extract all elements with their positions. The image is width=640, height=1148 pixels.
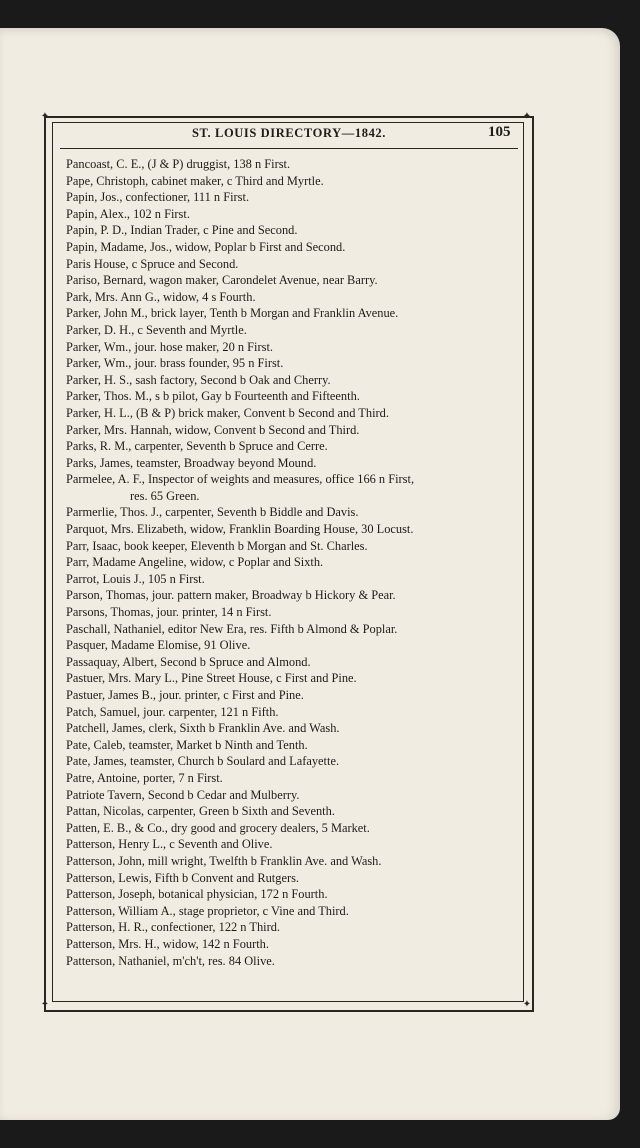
directory-entry [66, 853, 514, 870]
directory-entry [66, 720, 514, 737]
entry-text: Parrot, Louis J., 105 n First. [66, 571, 205, 586]
entry-text: Pastuer, James B., jour. printer, c First and Pine. [66, 688, 304, 702]
entry-text: Parquot, Mrs. Elizabeth, widow, Franklin Boarding House, 30 Locust. [66, 522, 414, 537]
entry-text: Patterson, Nathaniel, m'ch't, res. 84 Olive. [66, 953, 275, 968]
entry-text: Parmelee, A. F., Inspector of weights and measures, office 166 n First, [66, 472, 415, 487]
directory-entry [66, 836, 514, 853]
directory-entry [66, 753, 514, 770]
entry-text: Pattan, Nicolas, carpenter, Green b Sixth and Seventh. [66, 804, 335, 819]
directory-entry [66, 156, 514, 173]
directory-entry [66, 239, 514, 256]
directory-entry [66, 587, 514, 604]
directory-entry [66, 272, 514, 289]
entry-text: Patterson, John, mill wright, Twelfth b Franklin Ave. and Wash. [66, 853, 382, 868]
entry-text: Patterson, Mrs. H., widow, 142 n Fourth. [66, 936, 269, 951]
directory-entry [66, 289, 514, 306]
entry-text: Patten, E. B., & Co., dry good and grocery dealers, 5 Market. [66, 820, 370, 835]
directory-entry [66, 504, 514, 521]
directory-entry [66, 637, 514, 654]
directory-entry [66, 554, 514, 571]
entry-text: Parmerlie, Thos. J., carpenter, Seventh b Biddle and Davis. [66, 505, 359, 520]
directory-entry [66, 621, 514, 638]
entry-text: Pastuer, Mrs. Mary L., Pine Street House, c First and Pine. [66, 671, 357, 686]
entry-text: Pape, Christoph, cabinet maker, c Third and Myrtle. [66, 173, 324, 188]
entry-continuation: res. 65 Green. [130, 488, 200, 503]
entry-text: Patriote Tavern, Second b Cedar and Mulberry. [66, 787, 300, 802]
directory-entry [66, 670, 514, 687]
directory-entry [66, 521, 514, 538]
directory-entry [66, 687, 514, 704]
directory-entry [66, 405, 514, 422]
directory-entry [66, 206, 514, 223]
directory-entry [66, 770, 514, 787]
directory-entry [66, 953, 514, 970]
directory-entry [66, 604, 514, 621]
entry-text: Patchell, James, clerk, Sixth b Franklin Ave. and Wash. [66, 721, 340, 736]
directory-entry [66, 704, 514, 721]
entry-text: Parker, Wm., jour. hose maker, 20 n First. [66, 339, 273, 354]
directory-entry [66, 919, 514, 936]
entry-text: Pate, James, teamster, Church b Soulard and Lafayette. [66, 754, 340, 769]
entry-text: Pariso, Bernard, wagon maker, Carondelet Avenue, near Barry. [66, 273, 378, 288]
entry-text: Parr, Isaac, book keeper, Eleventh b Morgan and St. Charles. [66, 538, 368, 553]
entry-text: Patch, Samuel, jour. carpenter, 121 n Fifth. [66, 704, 279, 719]
entry-text: Pasquer, Madame Elomise, 91 Olive. [66, 638, 251, 653]
directory-entry [66, 654, 514, 671]
entry-text: Parsons, Thomas, jour. printer, 14 n First. [66, 605, 272, 620]
entry-text: Parker, Wm., jour. brass founder, 95 n First. [66, 356, 284, 371]
directory-entry [66, 222, 514, 239]
directory-entry [66, 471, 514, 504]
entry-text: Parr, Madame Angeline, widow, c Poplar and Sixth. [66, 555, 324, 570]
directory-entry [66, 737, 514, 754]
entry-text: Parker, Mrs. Hannah, widow, Convent b Second and Third. [66, 422, 360, 437]
entry-text: Paris House, c Spruce and Second. [66, 256, 239, 271]
directory-entry [66, 820, 514, 837]
directory-entry [66, 803, 514, 820]
directory-entry [66, 936, 514, 953]
entry-text: Papin, P. D., Indian Trader, c Pine and Second. [66, 223, 298, 238]
directory-entry [66, 388, 514, 405]
entry-text: Parker, H. L., (B & P) brick maker, Convent b Second and Third. [66, 405, 389, 420]
directory-entry [66, 438, 514, 455]
entry-text: Parker, Thos. M., s b pilot, Gay b Fourteenth and Fifteenth. [66, 389, 360, 404]
border-corner-ornament: ✦ [40, 111, 50, 122]
entry-text: Paschall, Nathaniel, editor New Era, res. Fifth b Almond & Poplar. [66, 621, 398, 636]
directory-entry [66, 173, 514, 190]
header-rule [60, 148, 518, 149]
entry-text: Papin, Alex., 102 n First. [66, 206, 190, 221]
entry-text: Parker, D. H., c Seventh and Myrtle. [66, 322, 247, 337]
directory-entry [66, 305, 514, 322]
directory-entry [66, 886, 514, 903]
running-head: ST. LOUIS DIRECTORY—1842. [192, 126, 386, 140]
entry-text: Parks, James, teamster, Broadway beyond Mound. [66, 455, 317, 470]
directory-entry [66, 189, 514, 206]
entry-text: Pancoast, C. E., (J & P) druggist, 138 n First. [66, 157, 291, 171]
directory-entry-list [66, 156, 514, 969]
directory-entry [66, 787, 514, 804]
directory-entry [66, 256, 514, 273]
directory-entry [66, 322, 514, 339]
entry-text: Pate, Caleb, teamster, Market b Ninth and Tenth. [66, 737, 308, 752]
entry-text: Parson, Thomas, jour. pattern maker, Broadway b Hickory & Pear. [66, 588, 396, 603]
directory-entry [66, 422, 514, 439]
entry-text: Patterson, Lewis, Fifth b Convent and Rutgers. [66, 870, 299, 885]
border-corner-ornament: ✦ [40, 999, 50, 1010]
entry-text: Patterson, Henry L., c Seventh and Olive. [66, 837, 273, 852]
page-number: 105 [488, 124, 511, 140]
directory-entry [66, 455, 514, 472]
entry-text: Patterson, H. R., confectioner, 122 n Third. [66, 920, 281, 935]
entry-text: Passaquay, Albert, Second b Spruce and Almond. [66, 654, 311, 669]
directory-entry [66, 538, 514, 555]
directory-entry [66, 571, 514, 588]
entry-text: Parks, R. M., carpenter, Seventh b Spruce and Cerre. [66, 439, 328, 454]
directory-entry [66, 903, 514, 920]
entry-text: Parker, John M., brick layer, Tenth b Morgan and Franklin Avenue. [66, 306, 399, 321]
entry-text: Park, Mrs. Ann G., widow, 4 s Fourth. [66, 289, 256, 304]
entry-text: Patre, Antoine, porter, 7 n First. [66, 770, 223, 785]
border-corner-ornament: ✦ [522, 999, 532, 1010]
border-corner-ornament: ✦ [522, 111, 532, 122]
directory-entry [66, 339, 514, 356]
directory-entry [66, 372, 514, 389]
entry-text: Papin, Jos., confectioner, 111 n First. [66, 190, 250, 205]
entry-text: Papin, Madame, Jos., widow, Poplar b First and Second. [66, 239, 346, 254]
entry-text: Parker, H. S., sash factory, Second b Oak and Cherry. [66, 372, 331, 387]
entry-text: Patterson, Joseph, botanical physician, 172 n Fourth. [66, 887, 328, 902]
directory-entry [66, 870, 514, 887]
directory-entry [66, 355, 514, 372]
entry-text: Patterson, William A., stage proprietor, c Vine and Third. [66, 903, 349, 918]
